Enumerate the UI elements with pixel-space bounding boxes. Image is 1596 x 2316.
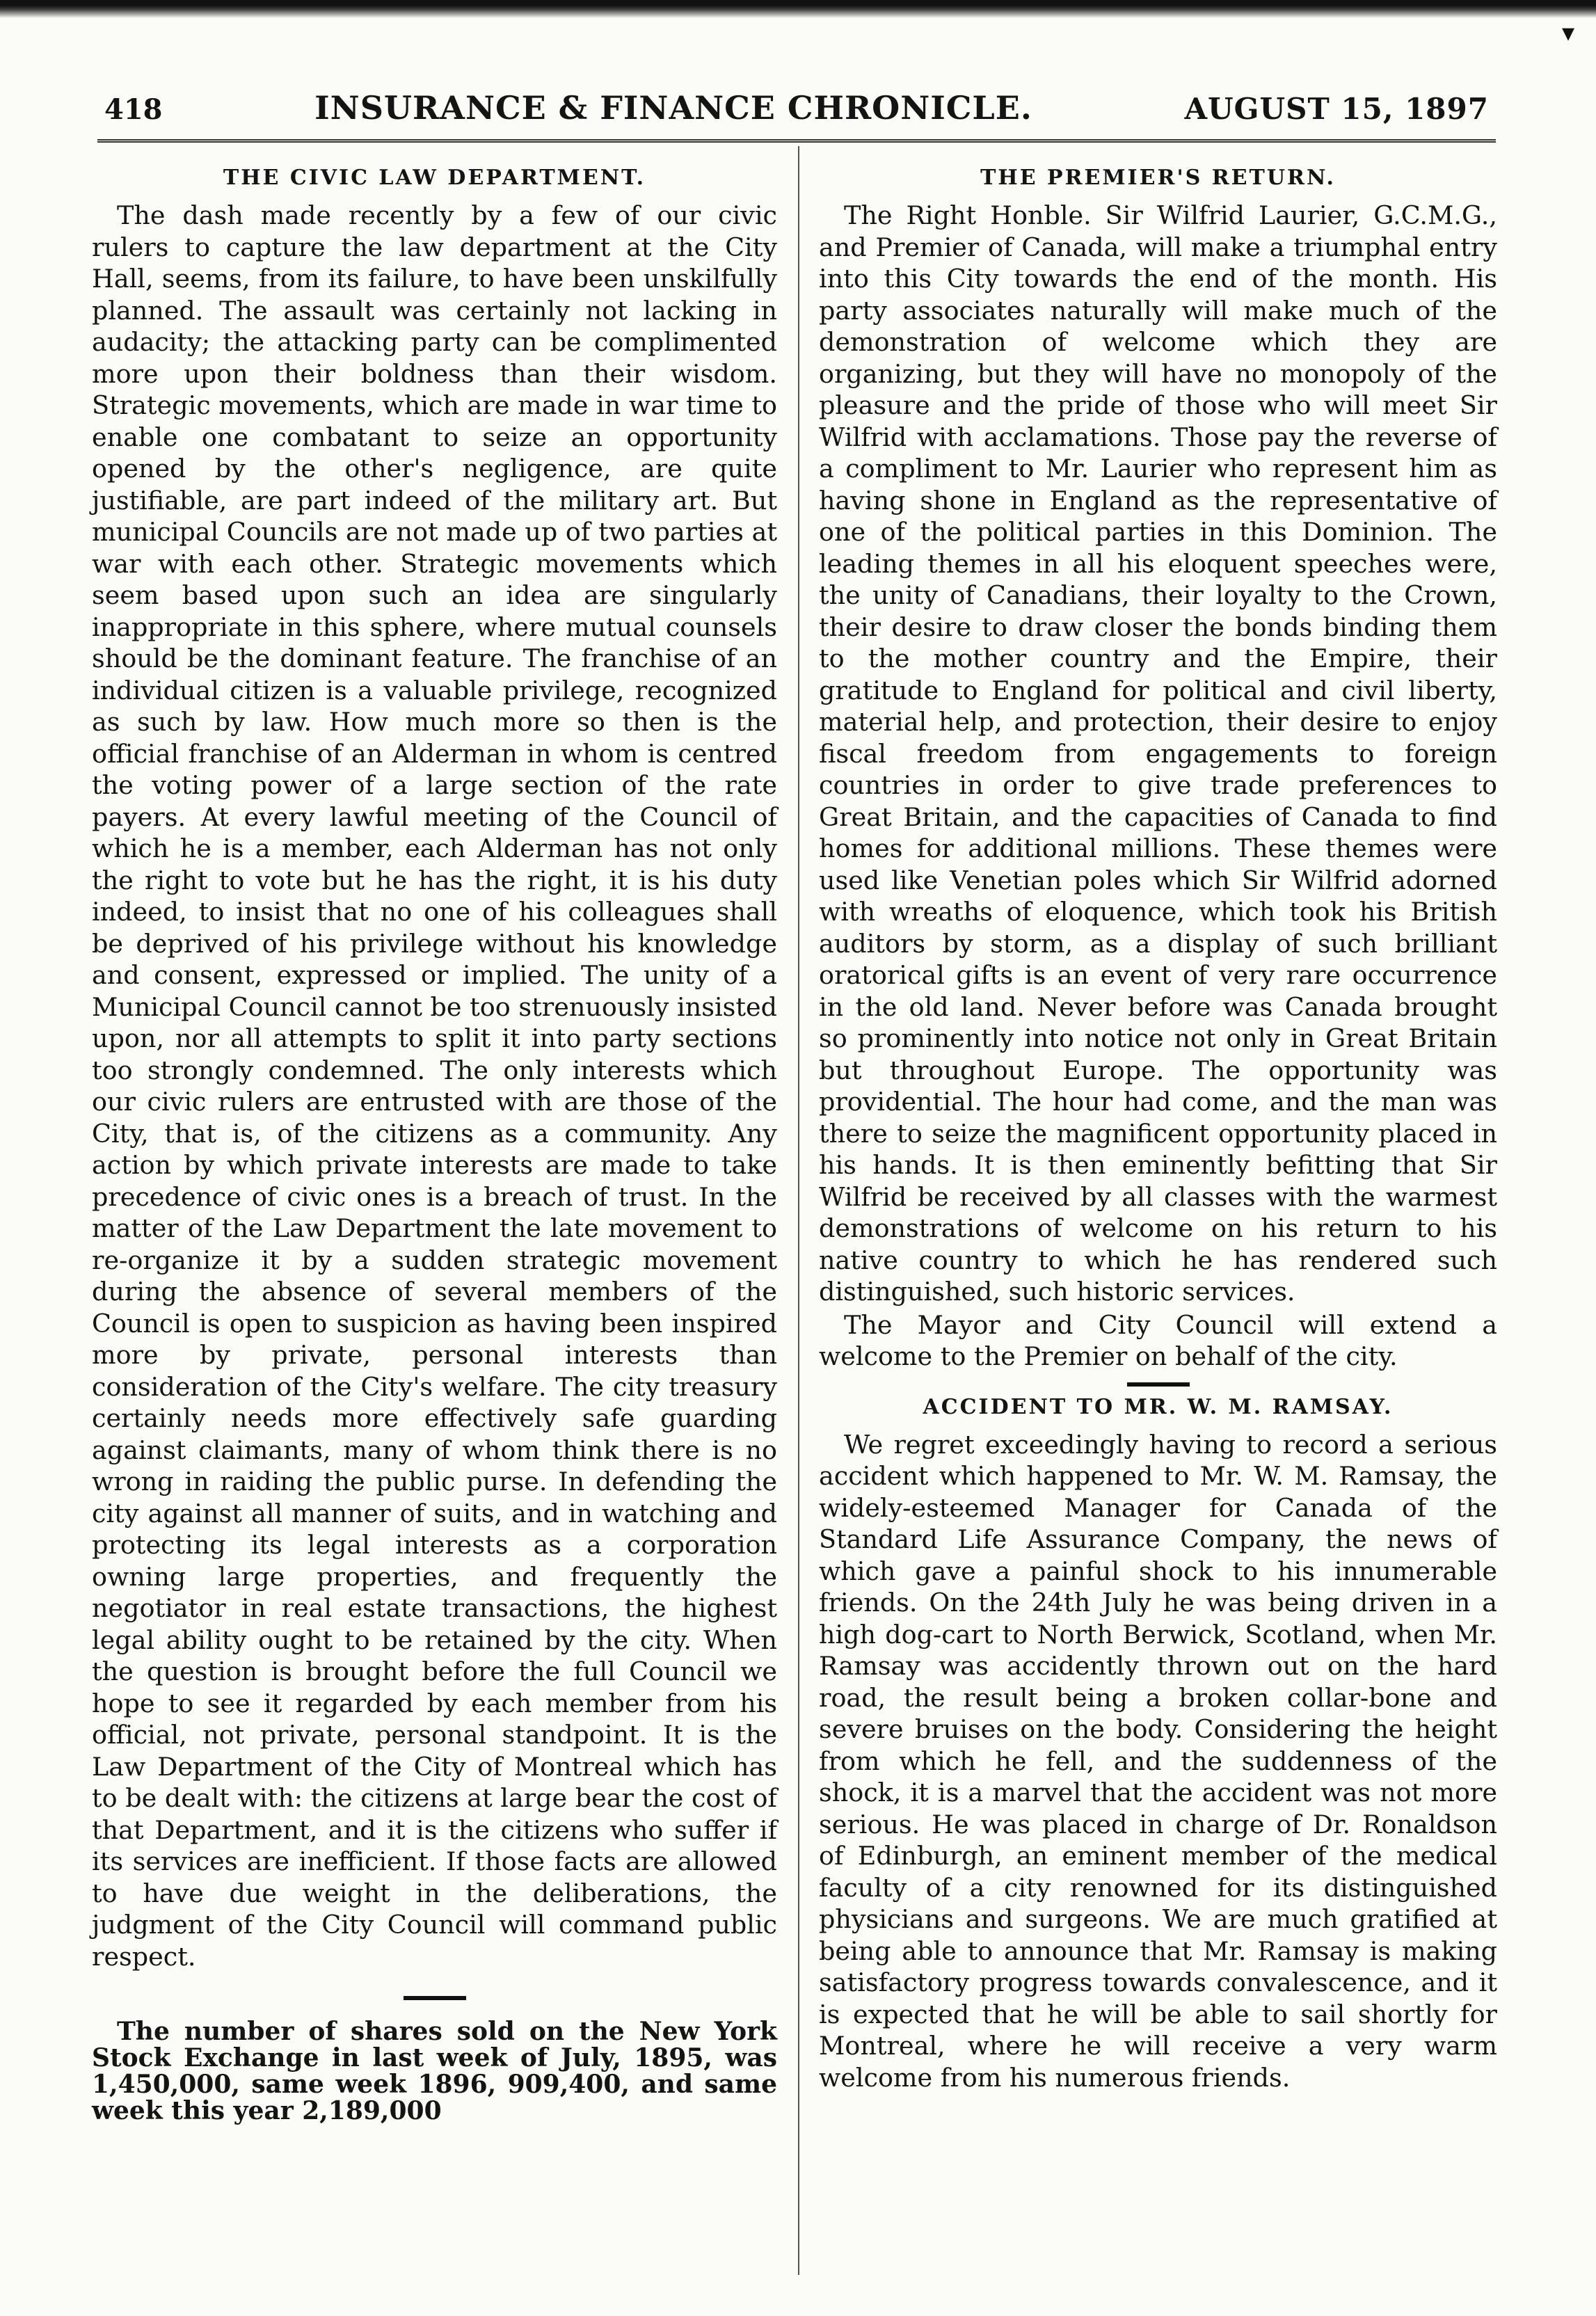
column-rule	[798, 146, 799, 2275]
article-paragraph: The Right Honble. Sir Wilfrid Laurier, G.C.M.G., and Premier of Canada, will make a triumphal entry into this City towards the end of the month. His party associates naturally will make much of the demonstration of welcome which they are organizing, but they will have no monopoly of the pleasure and the pride of those who will meet Sir Wilfrid with acclamations. Those pay the reverse of a compliment to Mr. Laurier who represent him as having shone in England as the representative of one of the political parties in this Dominion. The leading themes in all his eloquent speeches were, the unity of Canadians, their loyalty to the Crown, their desire to draw closer the bonds binding them to the mother country and the Empire, their gratitude to England for political and civil liberty, material help, and protection, their desire to enjoy fiscal freedom from engagements to foreign countries in order to give trade preferences to Great Britain, and the capacities of Canada to find homes for additional millions. These themes were used like Venetian poles which Sir Wilfrid adorned with wreaths of eloquence, which took his British auditors by storm, as a display of such brilliant oratorical gifts is an event of very rare occurrence in the old land. Never before was Canada brought so prominently into notice not only in Great Britain but throughout Europe. The opportunity was providential. The hour had come, and the man was there to seize the magnificent opportunity placed in his hands. It is then eminently befitting that Sir Wilfrid be received by all classes with the warmest demonstrations of welcome on his return to his native country to which he has rendered such distinguished, such historic services.	[819, 200, 1497, 1307]
running-title: INSURANCE & FINANCE CHRONICLE.	[314, 89, 1032, 127]
article-paragraph: The Mayor and City Council will extend a welcome to the Premier on behalf of the city.	[819, 1309, 1497, 1371]
article-accident	[819, 1395, 1497, 2094]
header-rule	[97, 139, 1496, 143]
article-premier-return	[819, 166, 1497, 1373]
page-number: 418	[104, 93, 163, 126]
article-headline: THE CIVIC LAW DEPARTMENT.	[223, 166, 646, 190]
article-civic-law	[92, 166, 777, 1972]
issue-date: AUGUST 15, 1897	[1184, 92, 1489, 126]
stock-exchange-note: The number of shares sold on the New York Stock Exchange in last week of July, 1895, was 1,450,000, same week 1896, 909,400, and same week this year 2,189,000	[92, 2017, 777, 2125]
right-column	[819, 166, 1497, 2093]
section-divider	[1127, 1382, 1190, 1387]
page-header	[104, 89, 1489, 138]
scan-corner-mark: ▾	[1561, 19, 1575, 47]
section-divider	[404, 1996, 466, 2000]
article-body: We regret exceedingly having to record a serious accident which happened to Mr. W. M. Ramsay, the widely-esteemed Manager for Canada of the Standard Life Assurance Company, the news of which gave a painful shock to his innumerable friends. On the 24th July he was being driven in a high dog-cart to North Berwick, Scotland, when Mr. Ramsay was accidently thrown out on the hard road, the result being a broken collar-bone and severe bruises on the body. Considering the height from which he fell, and the suddenness of the shock, it is a marvel that the accident was not more serious. He was placed in charge of Dr. Ronaldson of Edinburgh, an eminent member of the medical faculty of a city renowned for its distinguished physicians and surgeons. We are much gratified at being able to announce that Mr. Ramsay is making satisfactory progress towards convalescence, and it is expected that he will be able to sail shortly for Montreal, where he will receive a very warm welcome from his numerous friends.	[819, 1429, 1497, 2093]
article-headline: THE PREMIER'S RETURN.	[980, 166, 1336, 190]
article-body: The dash made recently by a few of our civic rulers to capture the law department at the City Hall, seems, from its failure, to have been unskilfully planned. The assault was certainly not lacking in audacity; the attacking party can be complimented more upon their boldness than their wisdom. Strategic movements, which are made in war time to enable one combatant to seize an opportunity opened by the other's negligence, are quite justifiable, are part indeed of the military art. But municipal Councils are not made up of two parties at war with each other. Strategic movements which seem based upon such an idea are singularly inappropriate in this sphere, where mutual counsels should be the dominant feature. The franchise of an individual citizen is a valuable privilege, recognized as such by law. How much more so then is the official franchise of an Alderman in whom is centred the voting power of a large section of the rate payers. At every lawful meeting of the Council of which he is a member, each Alderman has not only the right to vote but he has the right, it is his duty indeed, to insist that no one of his colleagues shall be deprived of his privilege without his knowledge and consent, expressed or implied. The unity of a Municipal Council cannot be too strenuously insisted upon, nor all attempts to split it into party sections too strongly condemned. The only interests which our civic rulers are entrusted with are those of the City, that is, of the citizens as a community. Any action by which private interests are made to take precedence of civic ones is a breach of trust. In the matter of the Law Department the late movement to re-organize it by a sudden strategic movement during the absence of several members of the Council is open to suspicion as having been inspired more by private, personal interests than consideration of the City's welfare. The city treasury certainly needs more effectively safe guarding against claimants, many of whom think there is no wrong in raiding the public purse. In defending the city against all manner of suits, and in watching and protecting its legal interests as a corporation owning large properties, and frequently the negotiator in real estate transactions, the highest legal ability ought to be retained by the city. When the question is brought before the full Council we hope to see it regarded by each member from his official, not private, personal standpoint. It is the Law Department of the City of Montreal which has to be dealt with: the citizens at large bear the cost of that Department, and it is the citizens who suffer if its services are inefficient. If those facts are allowed to have due weight in the deliberations, the judgment of the City Council will command public respect.	[92, 200, 777, 1972]
scan-top-edge	[0, 0, 1596, 18]
article-headline: ACCIDENT TO MR. W. M. RAMSAY.	[923, 1394, 1394, 1419]
left-column	[92, 166, 777, 2124]
